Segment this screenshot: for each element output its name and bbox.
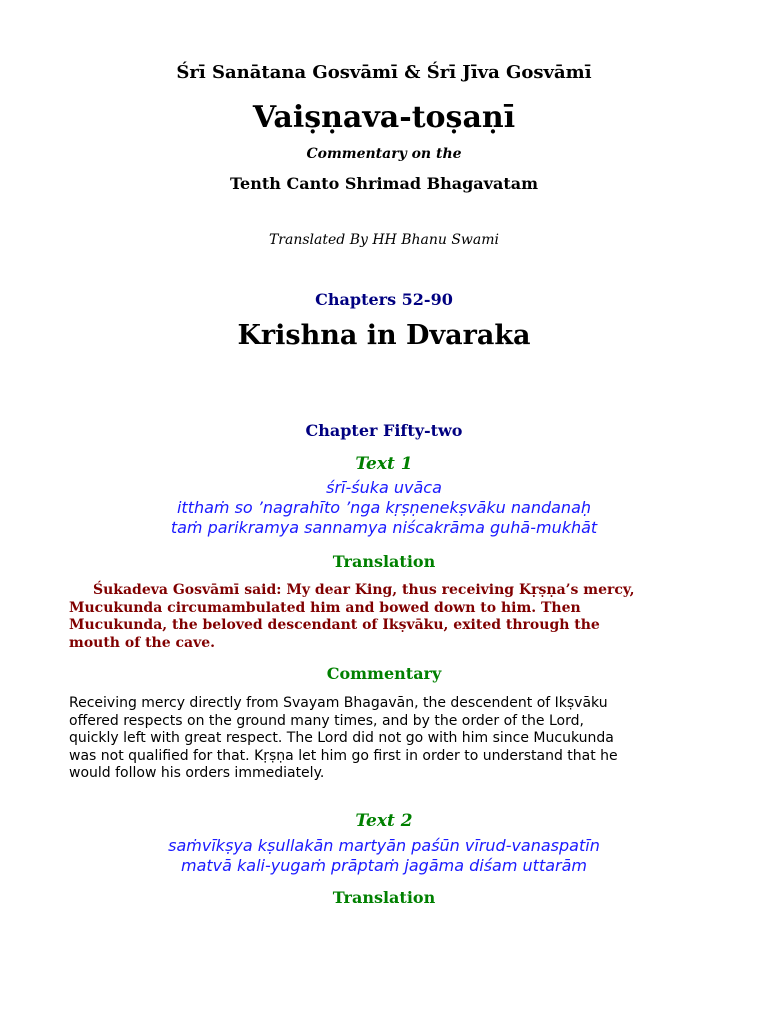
- translation-line: mouth of the cave.: [69, 634, 216, 651]
- commentary-line: Receiving mercy directly from Svayam Bhagavān, the descendent of Ikṣvāku: [69, 695, 608, 711]
- book-title: Vaiṣṇava-toṣaṇī: [252, 100, 516, 135]
- chapters-range: Chapters 52-90: [315, 290, 453, 309]
- text2-heading: Text 2: [355, 811, 413, 831]
- translation-line: Mucukunda, the beloved descendant of Ikṣvāku, exited through the: [69, 617, 600, 633]
- commentary-line: offered respects on the ground many times, and by the order of the Lord,: [69, 712, 584, 729]
- main-title: Krishna in Dvaraka: [237, 320, 531, 351]
- commentary-line: was not qualified for that. Kṛṣṇa let him go first in order to understand that he: [69, 747, 618, 764]
- text2-verse: [0, 836, 768, 876]
- canto-line: Tenth Canto Shrimad Bhagavatam: [229, 174, 539, 193]
- verse-line: itthaṁ so ’nagrahīto ’nga kṛṣṇenekṣvāku nandanaḥ: [176, 498, 592, 517]
- verse-line: saṁvīkṣya kṣullakān martyān paśūn vīrud-vanaspatīn: [168, 836, 600, 855]
- commentary-on-line: Commentary on the: [306, 146, 462, 162]
- text1-commentary: [69, 695, 709, 783]
- translation-line: Śukadeva Gosvāmī said: My dear King, thus receiving Kṛṣṇa’s mercy,: [93, 582, 635, 598]
- text1-heading: Text 1: [355, 454, 413, 474]
- text1-translation: [69, 582, 709, 652]
- authors-line: Śrī Sanātana Gosvāmī & Śrī Jīva Gosvāmī: [176, 62, 592, 83]
- chapter-heading: Chapter Fifty-two: [305, 421, 463, 440]
- text2-translation-heading: Translation: [332, 888, 436, 907]
- commentary-line: quickly left with great respect. The Lord did not go with him since Mucukunda: [69, 730, 614, 746]
- text1-verse: [0, 478, 768, 538]
- text1-translation-heading: Translation: [332, 552, 436, 571]
- verse-line: taṁ parikramya sannamya niścakrāma guhā-mukhāt: [170, 518, 598, 537]
- text1-commentary-heading: Commentary: [326, 664, 442, 683]
- translator-line: Translated By HH Bhanu Swami: [268, 232, 500, 248]
- verse-line: śrī-śuka uvāca: [326, 478, 442, 497]
- commentary-line: would follow his orders immediately.: [69, 765, 325, 781]
- translation-line: Mucukunda circumambulated him and bowed down to him. Then: [69, 599, 581, 616]
- verse-line: matvā kali-yugaṁ prāptaṁ jagāma diśam uttarām: [180, 856, 587, 875]
